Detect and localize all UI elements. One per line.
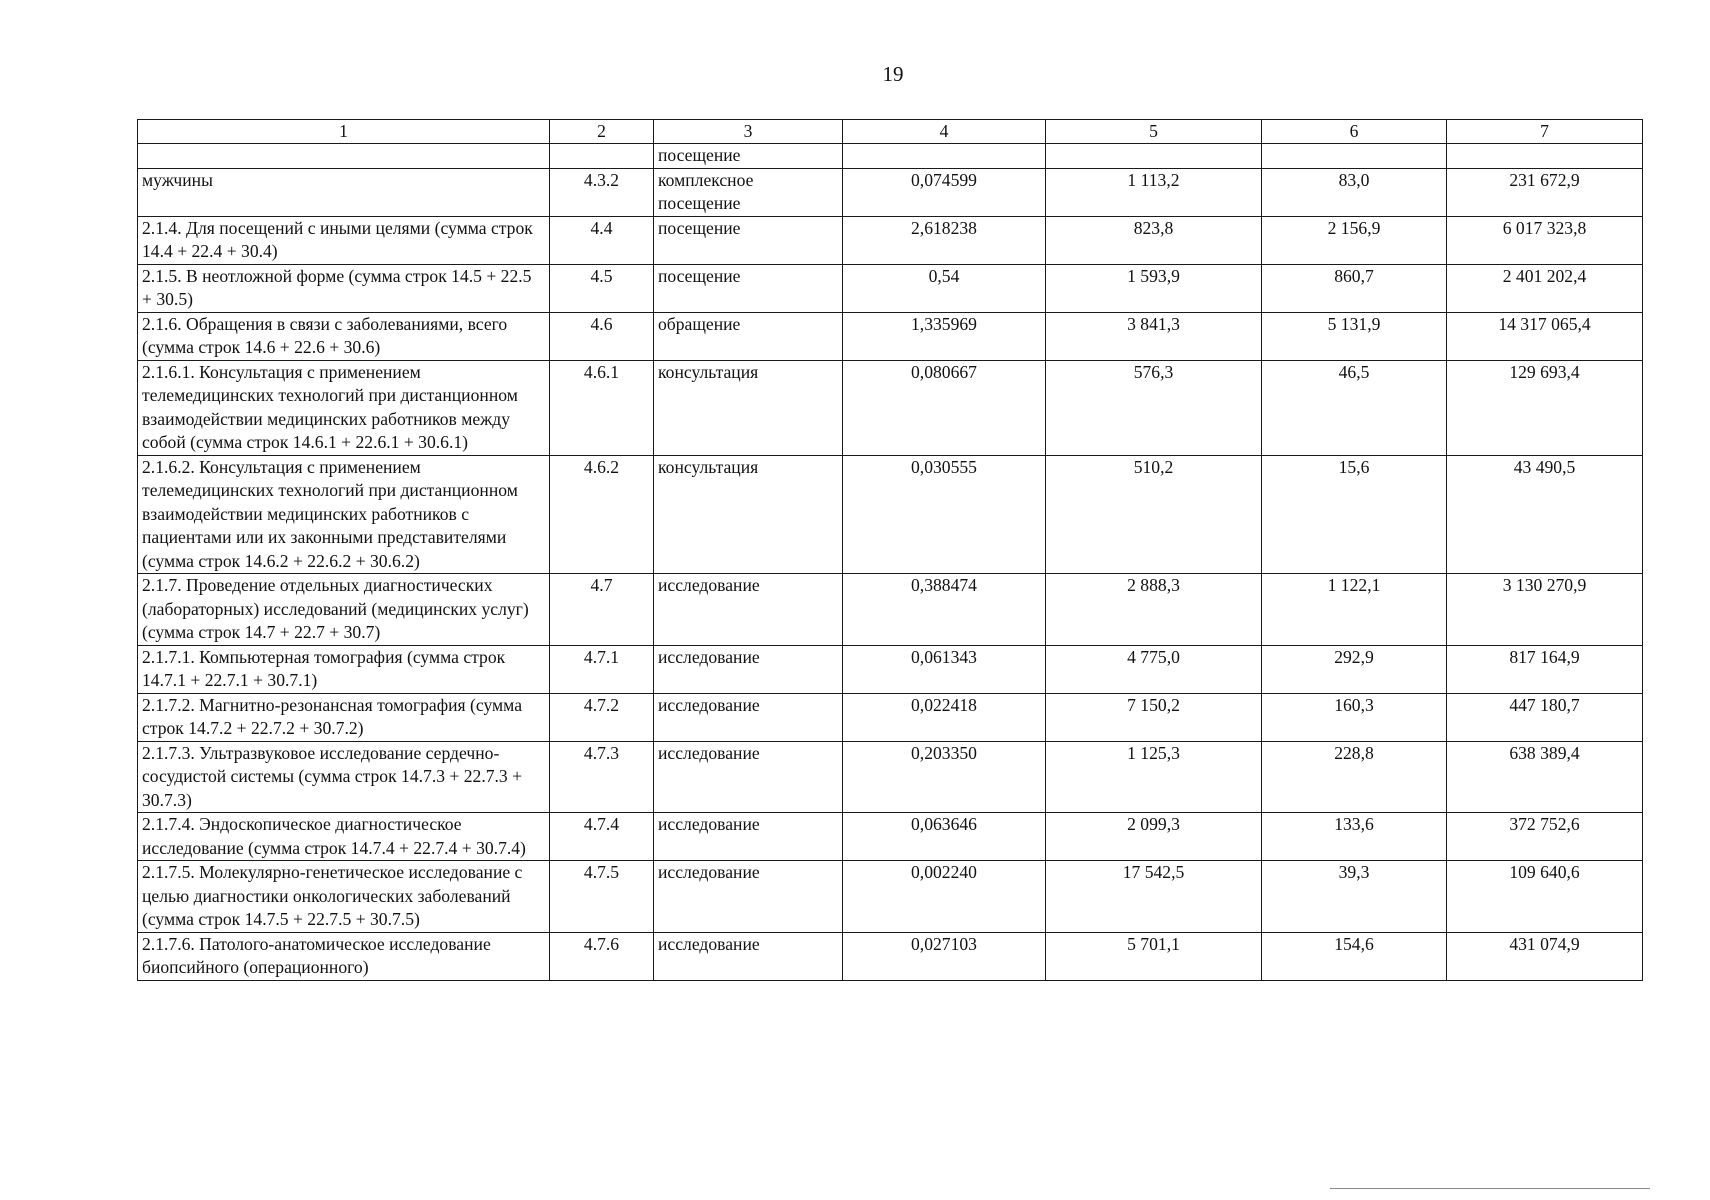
row-name-cell: 2.1.7.3. Ультразвуковое исследование сердечно-сосудистой системы (сумма строк 14.7.3 + 22.7.3 + 30.7.3)	[138, 741, 550, 813]
row-value-col5: 17 542,5	[1046, 861, 1262, 933]
row-code-cell: 4.6.1	[550, 360, 654, 455]
row-unit-cell: исследование	[654, 932, 843, 980]
row-value-col4: 0,388474	[843, 574, 1046, 646]
row-value-col6: 160,3	[1262, 693, 1447, 741]
row-value-col6: 228,8	[1262, 741, 1447, 813]
row-value-col4: 0,022418	[843, 693, 1046, 741]
row-value-col7: 638 389,4	[1447, 741, 1643, 813]
row-name-cell: 2.1.6.2. Консультация с применением телемедицинских технологий при дистанционном взаимодействии медицинских работников с пациентами или их законными представителями (сумма строк 14.6.2 + 22.6.2 + 30.6.2)	[138, 455, 550, 574]
row-value-col7: 231 672,9	[1447, 168, 1643, 216]
row-name-cell: 2.1.7.1. Компьютерная томография (сумма строк 14.7.1 + 22.7.1 + 30.7.1)	[138, 645, 550, 693]
row-value-col4: 0,030555	[843, 455, 1046, 574]
row-value-col6: 1 122,1	[1262, 574, 1447, 646]
row-value-col7: 2 401 202,4	[1447, 264, 1643, 312]
table-row	[138, 932, 1643, 980]
row-value-col7: 14 317 065,4	[1447, 312, 1643, 360]
row-value-col7: 129 693,4	[1447, 360, 1643, 455]
row-code-cell: 4.7.5	[550, 861, 654, 933]
row-code-cell: 4.7.2	[550, 693, 654, 741]
row-value-col4: 0,080667	[843, 360, 1046, 455]
row-value-col7: 109 640,6	[1447, 861, 1643, 933]
row-unit-cell: исследование	[654, 693, 843, 741]
row-value-col6: 292,9	[1262, 645, 1447, 693]
row-value-col6	[1262, 144, 1447, 169]
row-code-cell	[550, 144, 654, 169]
table-row	[138, 168, 1643, 216]
row-value-col6: 154,6	[1262, 932, 1447, 980]
row-name-cell: мужчины	[138, 168, 550, 216]
row-value-col5: 4 775,0	[1046, 645, 1262, 693]
row-value-col4: 0,074599	[843, 168, 1046, 216]
row-value-col5: 1 125,3	[1046, 741, 1262, 813]
row-code-cell: 4.7.1	[550, 645, 654, 693]
row-value-col7: 372 752,6	[1447, 813, 1643, 861]
row-value-col5: 823,8	[1046, 216, 1262, 264]
row-value-col4: 0,061343	[843, 645, 1046, 693]
row-value-col7: 3 130 270,9	[1447, 574, 1643, 646]
row-value-col6: 39,3	[1262, 861, 1447, 933]
table-row	[138, 861, 1643, 933]
row-value-col5: 7 150,2	[1046, 693, 1262, 741]
row-unit-cell: исследование	[654, 861, 843, 933]
row-unit-cell: посещение	[654, 144, 843, 169]
header-cell-6: 6	[1262, 120, 1447, 144]
row-value-col4: 1,335969	[843, 312, 1046, 360]
table-row	[138, 144, 1643, 169]
row-unit-cell: обращение	[654, 312, 843, 360]
footer-rule	[1330, 1188, 1650, 1189]
header-cell-7: 7	[1447, 120, 1643, 144]
row-value-col6: 46,5	[1262, 360, 1447, 455]
row-value-col4: 0,203350	[843, 741, 1046, 813]
row-unit-cell: комплексное посещение	[654, 168, 843, 216]
row-name-cell	[138, 144, 550, 169]
row-value-col4	[843, 144, 1046, 169]
table-row	[138, 216, 1643, 264]
row-name-cell: 2.1.7.2. Магнитно-резонансная томография (сумма строк 14.7.2 + 22.7.2 + 30.7.2)	[138, 693, 550, 741]
header-cell-5: 5	[1046, 120, 1262, 144]
row-code-cell: 4.4	[550, 216, 654, 264]
table-row	[138, 574, 1643, 646]
row-name-cell: 2.1.5. В неотложной форме (сумма строк 14.5 + 22.5 + 30.5)	[138, 264, 550, 312]
row-value-col7: 447 180,7	[1447, 693, 1643, 741]
row-unit-cell: исследование	[654, 645, 843, 693]
row-value-col7: 6 017 323,8	[1447, 216, 1643, 264]
row-code-cell: 4.6.2	[550, 455, 654, 574]
table-row	[138, 264, 1643, 312]
row-value-col5: 2 888,3	[1046, 574, 1262, 646]
row-value-col5: 576,3	[1046, 360, 1262, 455]
row-name-cell: 2.1.7.6. Патолого-анатомическое исследование биопсийного (операционного)	[138, 932, 550, 980]
table-row	[138, 813, 1643, 861]
row-unit-cell: консультация	[654, 455, 843, 574]
row-name-cell: 2.1.4. Для посещений с иными целями (сумма строк 14.4 + 22.4 + 30.4)	[138, 216, 550, 264]
row-code-cell: 4.7.3	[550, 741, 654, 813]
row-code-cell: 4.5	[550, 264, 654, 312]
row-value-col6: 860,7	[1262, 264, 1447, 312]
row-value-col6: 133,6	[1262, 813, 1447, 861]
row-value-col7: 431 074,9	[1447, 932, 1643, 980]
row-unit-cell: консультация	[654, 360, 843, 455]
row-name-cell: 2.1.7.4. Эндоскопическое диагностическое исследование (сумма строк 14.7.4 + 22.7.4 + 30.7.4)	[138, 813, 550, 861]
header-cell-3: 3	[654, 120, 843, 144]
row-unit-cell: посещение	[654, 264, 843, 312]
row-code-cell: 4.7.6	[550, 932, 654, 980]
row-value-col6: 15,6	[1262, 455, 1447, 574]
row-name-cell: 2.1.6.1. Консультация с применением телемедицинских технологий при дистанционном взаимодействии медицинских работников между собой (сумма строк 14.6.1 + 22.6.1 + 30.6.1)	[138, 360, 550, 455]
row-value-col4: 0,002240	[843, 861, 1046, 933]
row-code-cell: 4.7.4	[550, 813, 654, 861]
row-unit-cell: исследование	[654, 741, 843, 813]
row-value-col7: 43 490,5	[1447, 455, 1643, 574]
row-unit-cell: исследование	[654, 813, 843, 861]
table-row	[138, 693, 1643, 741]
row-value-col7	[1447, 144, 1643, 169]
table-row	[138, 312, 1643, 360]
row-value-col4: 0,027103	[843, 932, 1046, 980]
row-name-cell: 2.1.7.5. Молекулярно-генетическое исследование с целью диагностики онкологических заболеваний (сумма строк 14.7.5 + 22.7.5 + 30.7.5)	[138, 861, 550, 933]
row-code-cell: 4.6	[550, 312, 654, 360]
row-value-col5: 5 701,1	[1046, 932, 1262, 980]
table-row	[138, 741, 1643, 813]
row-code-cell: 4.3.2	[550, 168, 654, 216]
row-value-col5	[1046, 144, 1262, 169]
table-row	[138, 455, 1643, 574]
row-value-col4: 0,063646	[843, 813, 1046, 861]
row-unit-cell: посещение	[654, 216, 843, 264]
row-code-cell: 4.7	[550, 574, 654, 646]
row-name-cell: 2.1.7. Проведение отдельных диагностических (лабораторных) исследований (медицинских услуг) (сумма строк 14.7 + 22.7 + 30.7)	[138, 574, 550, 646]
row-value-col6: 5 131,9	[1262, 312, 1447, 360]
row-value-col5: 1 593,9	[1046, 264, 1262, 312]
header-row	[138, 120, 1643, 144]
row-value-col6: 83,0	[1262, 168, 1447, 216]
row-unit-cell: исследование	[654, 574, 843, 646]
header-cell-1: 1	[138, 120, 550, 144]
row-value-col6: 2 156,9	[1262, 216, 1447, 264]
row-value-col4: 0,54	[843, 264, 1046, 312]
row-value-col4: 2,618238	[843, 216, 1046, 264]
row-value-col5: 2 099,3	[1046, 813, 1262, 861]
row-value-col5: 1 113,2	[1046, 168, 1262, 216]
page-number: 19	[882, 62, 904, 86]
row-value-col5: 510,2	[1046, 455, 1262, 574]
row-name-cell: 2.1.6. Обращения в связи с заболеваниями, всего (сумма строк 14.6 + 22.6 + 30.6)	[138, 312, 550, 360]
header-cell-2: 2	[550, 120, 654, 144]
data-table	[137, 119, 1643, 981]
table-row	[138, 360, 1643, 455]
table-body	[138, 144, 1643, 981]
header-cell-4: 4	[843, 120, 1046, 144]
row-value-col7: 817 164,9	[1447, 645, 1643, 693]
row-value-col5: 3 841,3	[1046, 312, 1262, 360]
table-row	[138, 645, 1643, 693]
